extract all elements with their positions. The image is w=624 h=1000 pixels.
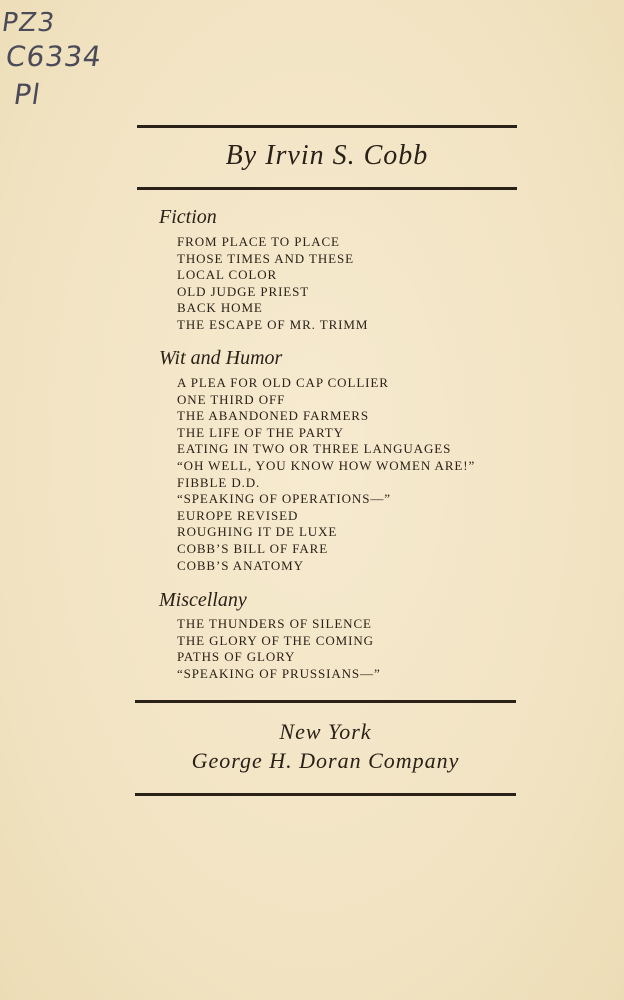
imprint-publisher: George H. Doran Company (191, 748, 460, 773)
miscellany-title-list (177, 616, 381, 682)
section-heading-fiction: Fiction (159, 206, 217, 228)
list-item: THOSE TIMES AND THESE (177, 250, 354, 266)
list-item: THE GLORY OF THE COMING (177, 632, 374, 648)
imprint-top-rule (135, 700, 516, 703)
list-item: A PLEA FOR OLD CAP COLLIER (177, 375, 389, 390)
list-item: “SPEAKING OF PRUSSIANS—” (177, 665, 381, 681)
list-item: THE ABANDONED FARMERS (177, 408, 370, 424)
call-number-line-2: C6334 (3, 40, 105, 73)
list-item: OLD JUDGE PRIEST (177, 283, 310, 299)
section-heading-miscellany: Miscellany (159, 589, 247, 611)
imprint-city: New York (279, 719, 372, 744)
section-heading-wit-and-humor: Wit and Humor (159, 347, 283, 369)
imprint-bottom-rule (135, 793, 516, 796)
list-item: EATING IN TWO OR THREE LANGUAGES (177, 441, 452, 457)
call-number-line-1: PZ3 (0, 8, 58, 38)
list-item: LOCAL COLOR (177, 267, 278, 283)
top-rule (137, 125, 517, 128)
list-item: THE LIFE OF THE PARTY (177, 424, 344, 440)
author-underline-rule (137, 187, 517, 190)
wit-and-humor-title-list (177, 375, 475, 574)
list-item: ROUGHING IT DE LUXE (177, 524, 338, 540)
list-item: COBB’S ANATOMY (177, 557, 304, 573)
list-item: PATHS OF GLORY (177, 649, 296, 665)
list-item: ONE THIRD OFF (177, 391, 286, 407)
list-item: COBB’S BILL OF FARE (177, 540, 329, 556)
list-item: “SPEAKING OF OPERATIONS—” (177, 491, 391, 507)
fiction-title-list (177, 234, 368, 334)
author-heading: By Irvin S. Cobb (225, 140, 429, 171)
list-item: “OH WELL, YOU KNOW HOW WOMEN ARE!” (177, 457, 476, 473)
list-item: THE ESCAPE OF MR. TRIMM (177, 316, 369, 332)
list-item: FIBBLE D.D. (177, 474, 261, 490)
list-item: BACK HOME (177, 300, 263, 316)
list-item: EUROPE REVISED (177, 507, 299, 523)
list-item: FROM PLACE TO PLACE (177, 234, 340, 249)
list-item: THE THUNDERS OF SILENCE (177, 616, 372, 631)
call-number-line-3: Pl (11, 78, 43, 111)
